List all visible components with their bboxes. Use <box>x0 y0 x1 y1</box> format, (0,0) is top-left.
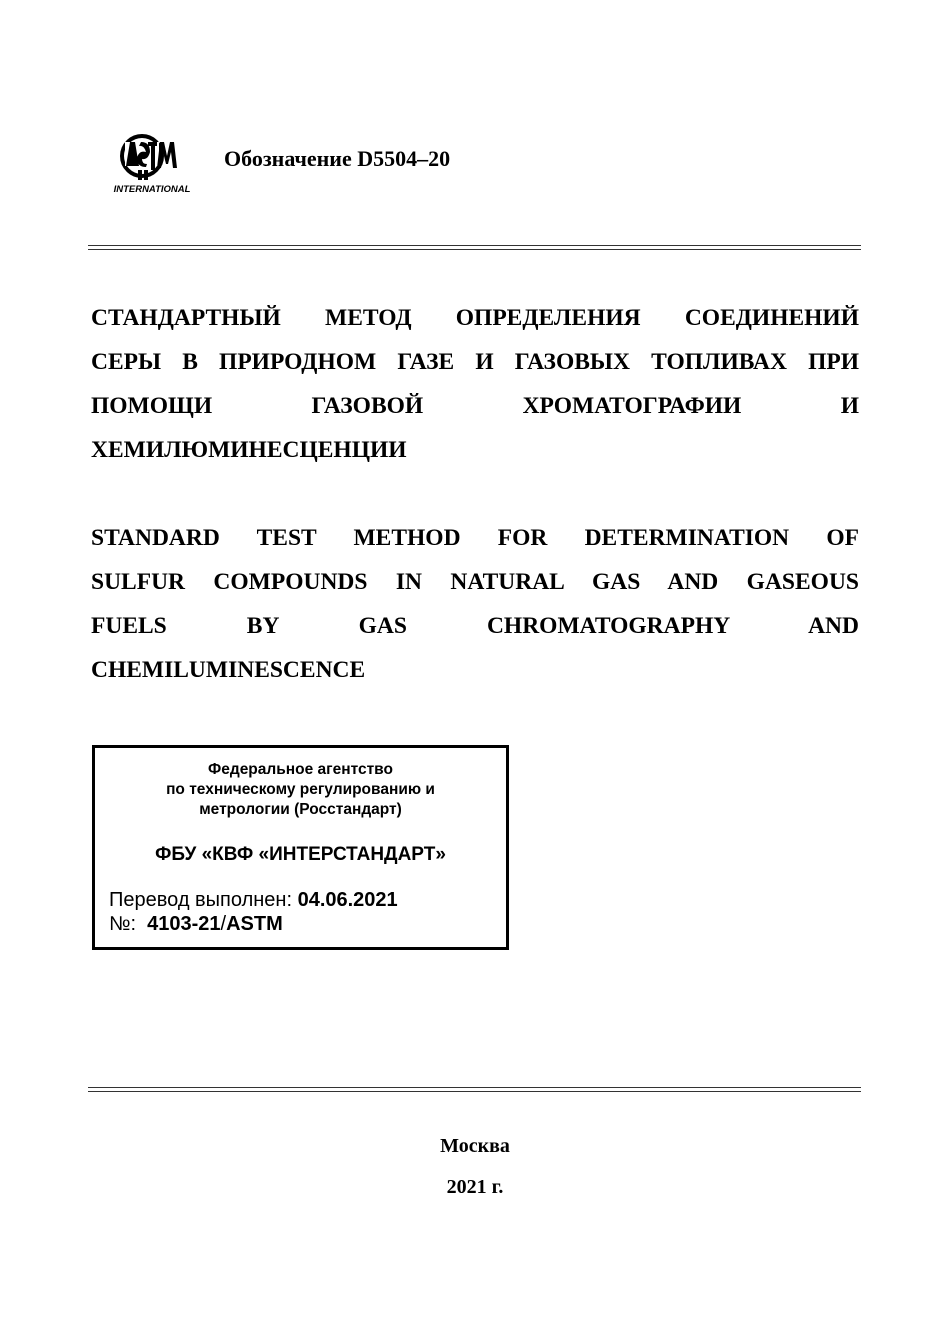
title-russian <box>91 296 859 472</box>
bottom-divider <box>88 1087 861 1092</box>
publication-year: 2021 г. <box>446 1176 504 1198</box>
title-en-line: CHEMILUMINESCENCE <box>91 657 366 683</box>
title-en-line: FUELS BY GAS CHROMATOGRAPHY AND <box>91 613 859 639</box>
translation-date: 04.06.2021 <box>297 889 398 911</box>
number-label: №: <box>109 913 137 935</box>
agency-name <box>95 760 506 820</box>
title-ru-line: СЕРЫ В ПРИРОДНОМ ГАЗЕ И ГАЗОВЫХ ТОПЛИВАХ ПРИ <box>91 349 859 375</box>
standard-designation: Обозначение D5504–20 <box>224 146 451 171</box>
title-en-line: STANDARD TEST METHOD FOR DETERMINATION OF <box>91 525 859 551</box>
organization-name: ФБУ «КВФ «ИНТЕРСТАНДАРТ» <box>155 844 446 865</box>
top-divider <box>88 245 861 250</box>
translation-label: Перевод выполнен: <box>109 889 293 911</box>
astm-logo-icon <box>108 128 196 198</box>
title-ru-line: ПОМОЩИ ГАЗОВОЙ ХРОМАТОГРАФИИ И <box>91 393 859 419</box>
title-english <box>91 516 859 692</box>
title-ru-line: ХЕМИЛЮМИНЕСЦЕНЦИИ <box>91 437 407 463</box>
astm-logo <box>108 128 196 198</box>
number-suffix: /ASTM <box>220 913 283 935</box>
translation-stamp <box>92 745 509 950</box>
number-suffix-text: ASTM <box>226 913 283 935</box>
agency-line: Федеральное агентство <box>208 761 393 778</box>
agency-line: метрологии (Росстандарт) <box>199 801 402 818</box>
title-ru-line: СТАНДАРТНЫЙ МЕТОД ОПРЕДЕЛЕНИЯ СОЕДИНЕНИЙ <box>91 305 859 331</box>
logo-caption: INTERNATIONAL <box>113 184 191 195</box>
number-value: 4103-21 <box>147 913 221 935</box>
translation-info <box>109 888 398 936</box>
publication-city: Москва <box>440 1135 510 1157</box>
title-en-line: SULFUR COMPOUNDS IN NATURAL GAS AND GASEOUS <box>91 569 859 595</box>
agency-line: по техническому регулированию и <box>166 781 435 798</box>
